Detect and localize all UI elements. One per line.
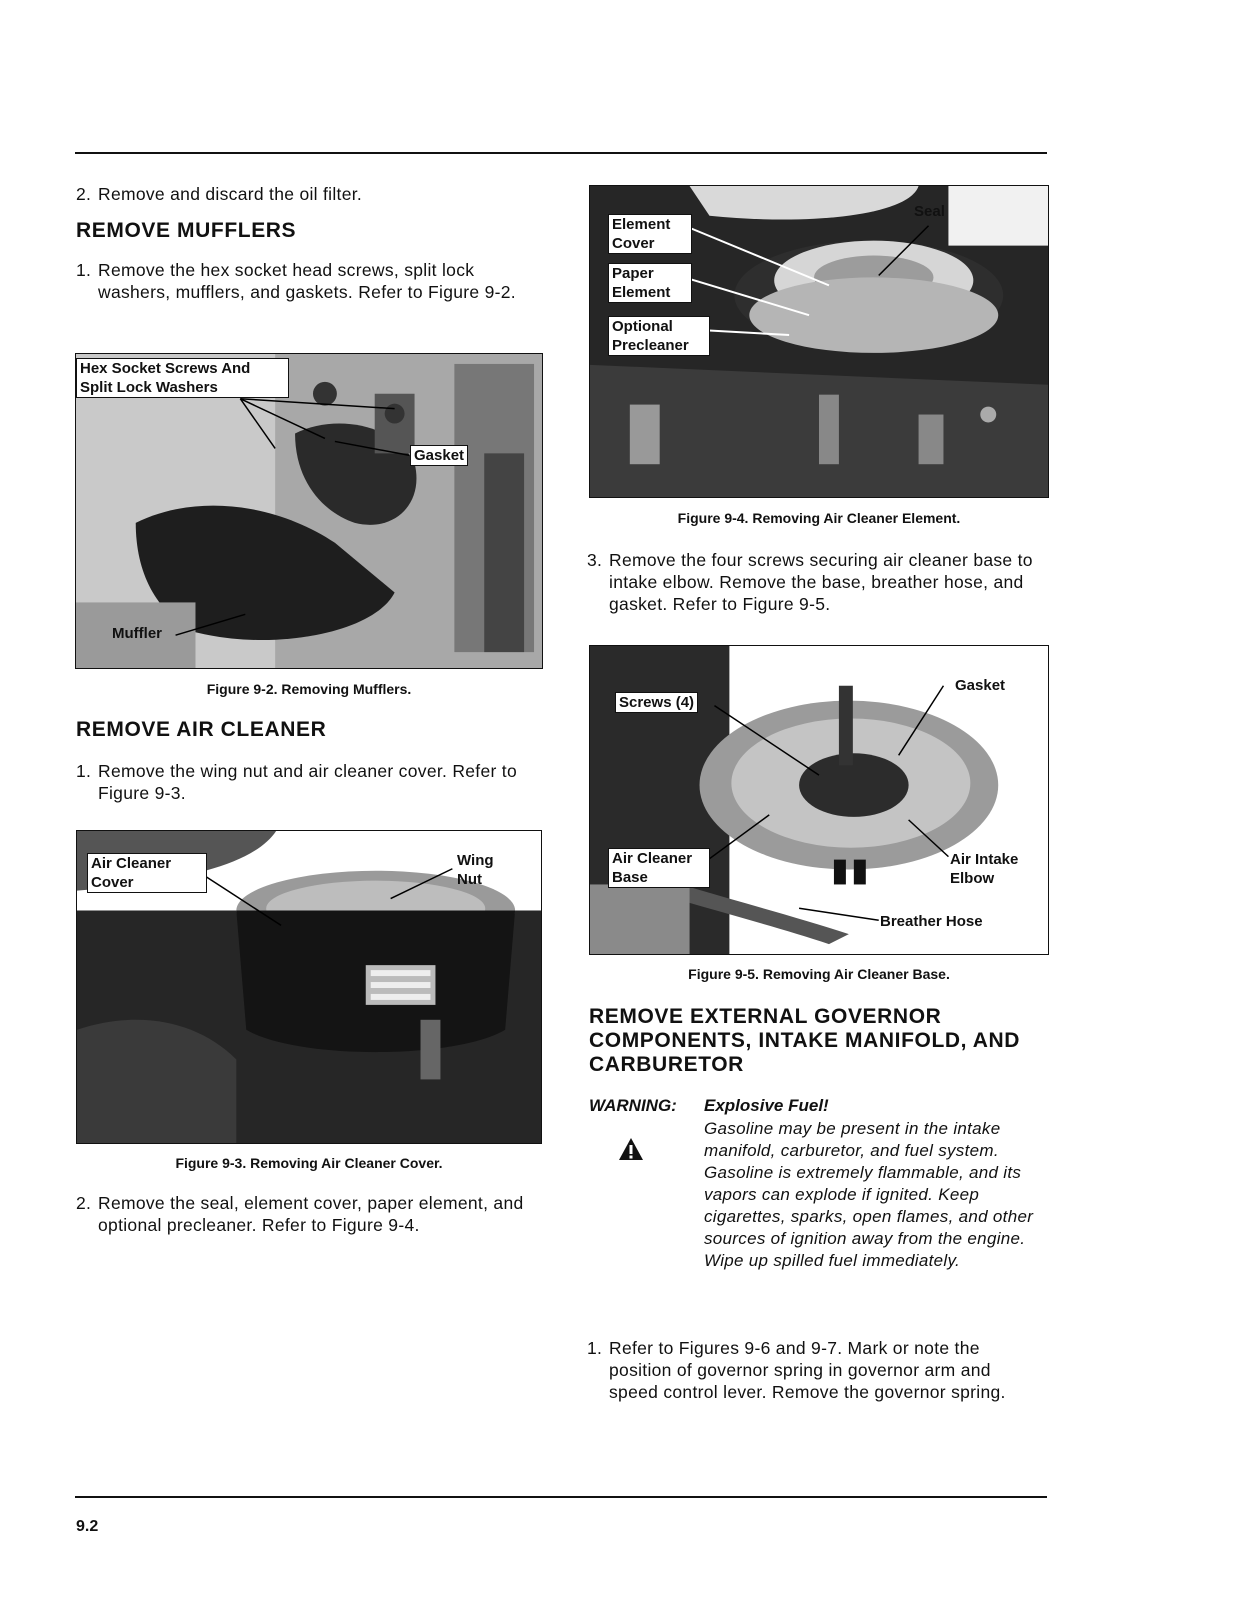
figure-9-2-label-gasket: Gasket bbox=[410, 445, 468, 466]
figure-9-5-label-breather-hose: Breather Hose bbox=[880, 913, 983, 930]
heading-remove-governor: REMOVE EXTERNAL GOVERNOR COMPONENTS, INTAKE MANIFOLD, AND CARBURETOR bbox=[589, 1005, 1021, 1076]
figure-9-5-label-gasket: Gasket bbox=[955, 677, 1006, 694]
heading-remove-air-cleaner: REMOVE AIR CLEANER bbox=[76, 718, 327, 741]
step-remove-mufflers: 1. Remove the hex socket head screws, split lock washers, mufflers, and gaskets. Refer to Figure 9-2. bbox=[76, 260, 516, 302]
step-remove-governor-spring: 1. Refer to Figures 9-6 and 9-7. Mark or note the position of governor spring in governor arm and speed control lever. Remove the governor spring. bbox=[587, 1338, 1006, 1402]
footer-rule bbox=[75, 1496, 1047, 1498]
figure-9-3-label-air-cleaner-cover: Air Cleaner Cover bbox=[87, 853, 207, 893]
figure-9-3-label-wing-nut: Wing Nut bbox=[457, 852, 494, 888]
figure-9-5-air-cleaner-base-photo bbox=[589, 645, 1049, 955]
figure-9-4-label-seal: Seal bbox=[914, 203, 945, 220]
header-rule bbox=[75, 152, 1047, 154]
figure-9-4-label-paper-element: Paper Element bbox=[608, 263, 692, 303]
figure-9-3-air-cleaner-cover-photo bbox=[76, 830, 542, 1144]
heading-remove-mufflers: REMOVE MUFFLERS bbox=[76, 219, 297, 242]
figure-9-2-caption: Figure 9-2. Removing Mufflers. bbox=[206, 681, 412, 697]
figure-9-4-caption: Figure 9-4. Removing Air Cleaner Element. bbox=[677, 510, 961, 526]
warning-label: WARNING: bbox=[589, 1096, 677, 1115]
figure-9-5-label-air-intake-elbow: Air Intake Elbow bbox=[950, 851, 1019, 887]
figure-9-3-caption: Figure 9-3. Removing Air Cleaner Cover. bbox=[175, 1155, 443, 1171]
page-number: 9.2 bbox=[76, 1518, 99, 1535]
figure-9-2-label-muffler: Muffler bbox=[112, 625, 162, 642]
figure-9-4-label-optional-precleaner: Optional Precleaner bbox=[608, 316, 710, 356]
step-remove-air-cleaner-base: 3. Remove the four screws securing air cleaner base to intake elbow. Remove the base, breather hose, and gasket. Refer to Figure 9-5. bbox=[587, 550, 1033, 614]
step-remove-seal-element: 2. Remove the seal, element cover, paper element, and optional precleaner. Refer to Figure 9-4. bbox=[76, 1193, 524, 1235]
warning-body: Gasoline may be present in the intake manifold, carburetor, and fuel system. Gasoline is extremely flammable, and its vapors can explode if ignited. Keep cigarettes, sparks, open flames, and other sources of ignition away from the engine. Wipe up spilled fuel immediately. bbox=[704, 1119, 1034, 1270]
figure-9-4-air-cleaner-element-photo bbox=[589, 185, 1049, 498]
figure-9-2-label-hex-socket-screws: Hex Socket Screws And Split Lock Washers bbox=[76, 358, 289, 398]
warning-triangle-icon bbox=[618, 1137, 644, 1161]
step-remove-oil-filter: 2. Remove and discard the oil filter. bbox=[76, 184, 363, 204]
figure-9-5-label-air-cleaner-base: Air Cleaner Base bbox=[608, 848, 710, 888]
step-remove-air-cleaner-cover: 1. Remove the wing nut and air cleaner cover. Refer to Figure 9-3. bbox=[76, 761, 517, 803]
figure-9-5-caption: Figure 9-5. Removing Air Cleaner Base. bbox=[688, 966, 950, 982]
figure-9-4-label-element-cover: Element Cover bbox=[608, 214, 692, 254]
figure-9-5-label-screws: Screws (4) bbox=[615, 692, 698, 713]
figure-9-2-mufflers-photo bbox=[75, 353, 543, 669]
warning-title: Explosive Fuel! bbox=[704, 1096, 829, 1115]
